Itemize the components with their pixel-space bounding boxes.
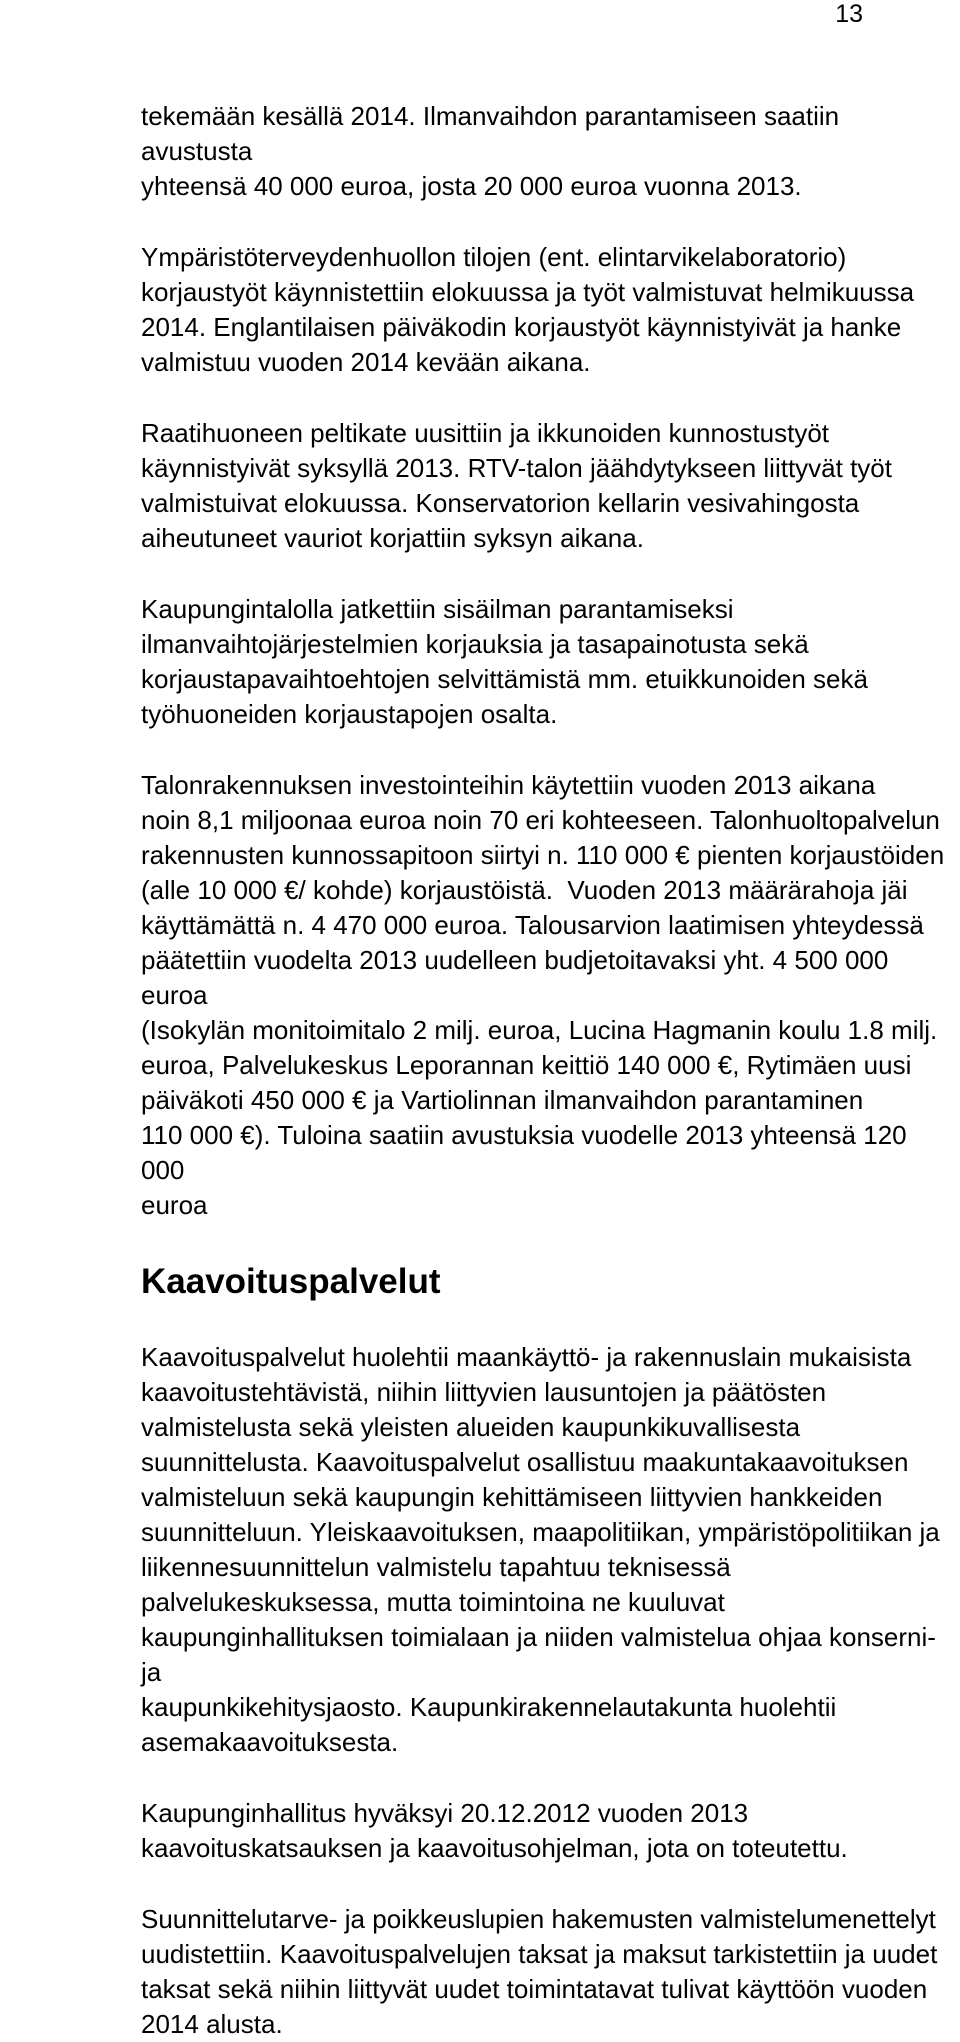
page-number: 13: [835, 0, 863, 28]
paragraph-building-investments: Talonrakennuksen investointeihin käytettiin vuoden 2013 aikana noin 8,1 miljoonaa euroa noin 70 eri kohteeseen. Talonhuoltopalvelun rakennusten kunnossapitoon siirtyi n. 110 000 € pienten korjaustöiden (alle 10 000 €/ kohde) korjaustöistä. Vuoden 2013 määrärahoja jäi käyttämättä n. 4 470 000 euroa. Talousarvion laatimisen yhteydessä päätettiin vuodelta 2013 uudelleen budjetoitavaksi yht. 4 500 000 euroa (Isokylän monitoimitalo 2 milj. euroa, Lucina Hagmanin koulu 1.8 milj. euroa, Palvelukeskus Leporannan keittiö 140 000 €, Rytimäen uusi päiväkoti 450 000 € ja Vartiolinnan ilmanvaihdon parantaminen 110 000 €). Tuloina saatiin avustuksia vuodelle 2013 yhteensä 120 000 euroa: [141, 770, 945, 1220]
paragraph-city-hall-indoor-air: Kaupungintalolla jatkettiin sisäilman parantamiseksi ilmanvaihtojärjestelmien korjauksia ja tasapainotusta sekä korjaustapavaihtoehtojen selvittämistä mm. etuikkunoiden sekä työhuoneiden korjaustapojen osalta.: [141, 594, 868, 729]
paragraph-permit-procedures: Suunnittelutarve- ja poikkeuslupien hakemusten valmistelumenettelyt uudistettiin. Kaavoituspalvelujen taksat ja maksut tarkistettiin ja uudet taksat sekä niihin liittyvät uudet toimintatavat tulivat käyttöön vuoden 2014 alusta.: [141, 1904, 938, 2039]
paragraph-zoning-review: Kaupunginhallitus hyväksyi 20.12.2012 vuoden 2013 kaavoituskatsauksen ja kaavoitusohjelman, jota on toteutettu.: [141, 1798, 848, 1863]
paragraph-ventilation-funding: tekemään kesällä 2014. Ilmanvaihdon parantamiseen saatiin avustusta yhteensä 40 000 euroa, josta 20 000 euroa vuonna 2013.: [141, 101, 840, 201]
paragraph-environmental-health-repairs: Ympäristöterveydenhuollon tilojen (ent. elintarvikelaboratorio) korjaustyöt käynnistettiin elokuussa ja työt valmistuvat helmikuussa 2014. Englantilaisen päiväkodin korjaustyöt käynnistyivät ja hanke valmistuu vuoden 2014 kevään aikana.: [141, 242, 915, 377]
section-heading: Kaavoituspalvelut: [141, 1262, 441, 1301]
paragraph-zoning-services: Kaavoituspalvelut huolehtii maankäyttö- ja rakennuslain mukaisista kaavoitustehtävistä, niihin liittyvien lausuntojen ja päätösten valmistelusta sekä yleisten alueiden kaupunkikuvallisesta suunnittelusta. Kaavoituspalvelut osallistuu maakuntakaavoituksen valmisteluun sekä kaupungin kehittämiseen liittyvien hankkeiden suunnitteluun. Yleiskaavoituksen, maapolitiikan, ympäristöpolitiikan ja liikennesuunnittelun valmistelu tapahtuu teknisessä palvelukeskuksessa, mutta toimintoina ne kuuluvat kaupunginhallituksen toimialaan ja niiden valmistelua ohjaa konserni- ja kaupunkikehitysjaosto. Kaupunkirakennelautakunta huolehtii asemakaavoituksesta.: [141, 1342, 940, 1757]
document-body: [141, 99, 951, 2042]
paragraph-town-hall-roof: Raatihuoneen peltikate uusittiin ja ikkunoiden kunnostustyöt käynnistyivät syksyllä 2013. RTV-talon jäähdytykseen liittyvät työt valmistuivat elokuussa. Konservatorion kellarin vesivahingosta aiheutuneet vauriot korjattiin syksyn aikana.: [141, 418, 892, 553]
